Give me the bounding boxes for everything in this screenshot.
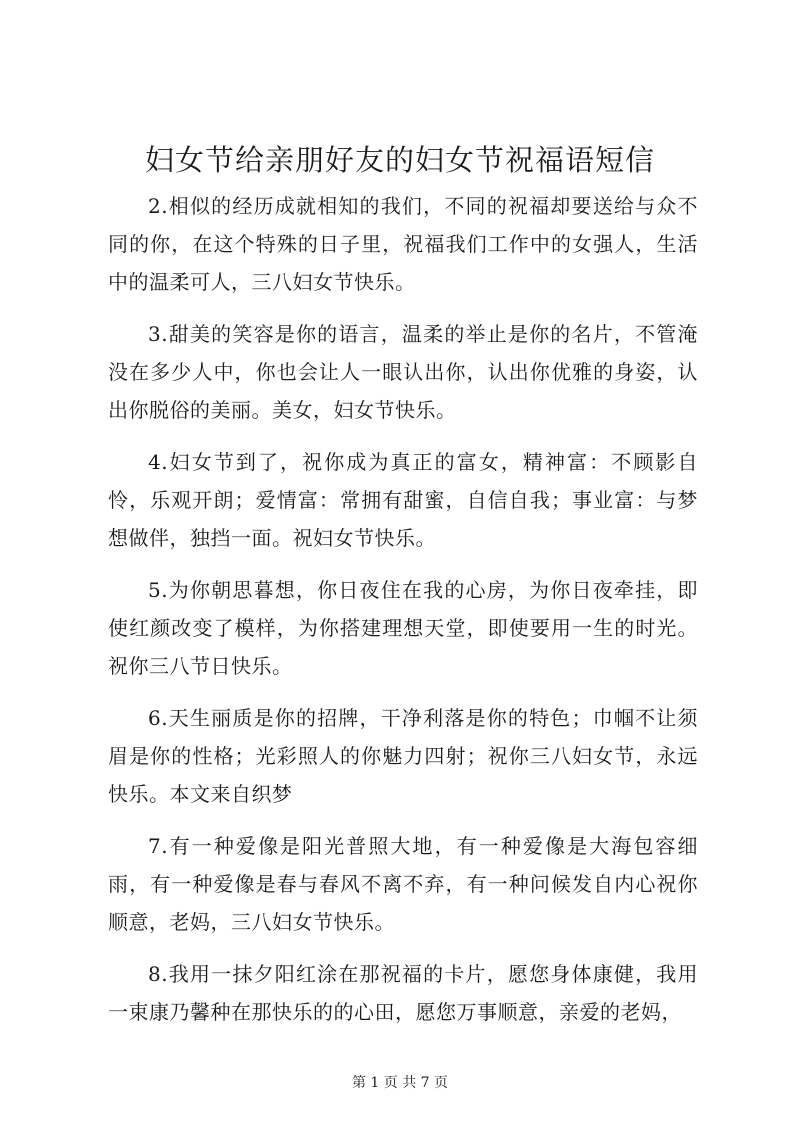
document-title: 妇女节给亲朋好友的妇女节祝福语短信 xyxy=(144,143,655,177)
paragraph-4: 4.妇女节到了，祝你成为真正的富女，精神富：不顾影自怜，乐观开朗；爱情富：常拥有甜蜜，自信自我；事业富：与梦想做伴，独挡一面。祝妇女节快乐。 xyxy=(108,450,698,550)
paragraph-2: 2.相似的经历成就相知的我们，不同的祝福却要送给与众不同的你，在这个特殊的日子里，祝福我们工作中的女强人，生活中的温柔可人，三八妇女节快乐。 xyxy=(108,194,698,294)
paragraph-7: 7.有一种爱像是阳光普照大地，有一种爱像是大海包容细雨，有一种爱像是春与春风不离不弃，有一种问候发自内心祝你顺意，老妈，三八妇女节快乐。 xyxy=(108,834,698,934)
paragraph-6: 6.天生丽质是你的招牌，干净利落是你的特色；巾帼不让须眉是你的性格；光彩照人的你魅力四射；祝你三八妇女节，永远快乐。本文来自织梦 xyxy=(108,706,698,806)
page-footer: 第 1 页 共 7 页 xyxy=(351,1075,449,1091)
document-body xyxy=(108,187,698,1045)
paragraph-3: 3.甜美的笑容是你的语言，温柔的举止是你的名片，不管淹没在多少人中，你也会让人一眼认出你，认出你优雅的身姿，认出你脱俗的美丽。美女，妇女节快乐。 xyxy=(108,322,698,422)
paragraph-8: 8.我用一抹夕阳红涂在那祝福的卡片，愿您身体康健，我用一束康乃馨种在那快乐的的心田，愿您万事顺意，亲爱的老妈， xyxy=(108,962,698,1024)
paragraph-5: 5.为你朝思暮想，你日夜住在我的心房，为你日夜牵挂，即使红颜改变了模样，为你搭建理想天堂，即使要用一生的时光。祝你三八节日快乐。 xyxy=(108,578,698,678)
